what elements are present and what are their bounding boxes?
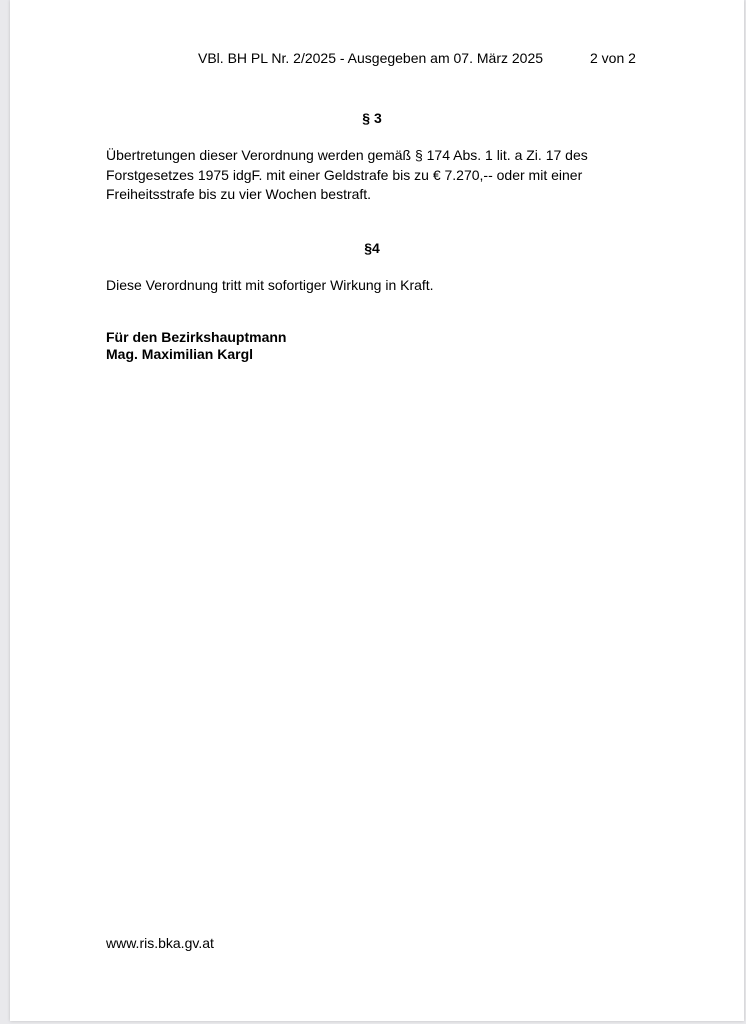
document-page [10,0,744,1021]
footer-url: www.ris.bka.gv.at [106,935,214,951]
section-4-paragraph [106,276,666,296]
header-page-number: 2 von 2 [590,50,636,66]
section-3-paragraph [106,146,666,205]
signature-line-1: Für den Bezirkshauptmann [106,329,287,345]
paragraph-line: Freiheitsstrafe bis zu vier Wochen bestraft. [106,186,372,202]
header-issue-line: VBl. BH PL Nr. 2/2025 - Ausgegeben am 07. März 2025 [198,50,544,66]
paragraph-line: Diese Verordnung tritt mit sofortiger Wirkung in Kraft. [106,277,434,293]
signature-block [106,329,286,363]
paragraph-line: Übertretungen dieser Verordnung werden gemäß § 174 Abs. 1 lit. a Zi. 17 des [106,147,588,163]
section-4-title: §4 [364,240,380,256]
paragraph-line: Forstgesetzes 1975 idgF. mit einer Geldstrafe bis zu € 7.270,-- oder mit einer [106,166,583,183]
signature-line-2: Mag. Maximilian Kargl [106,346,254,362]
section-3-title: § 3 [362,110,382,126]
